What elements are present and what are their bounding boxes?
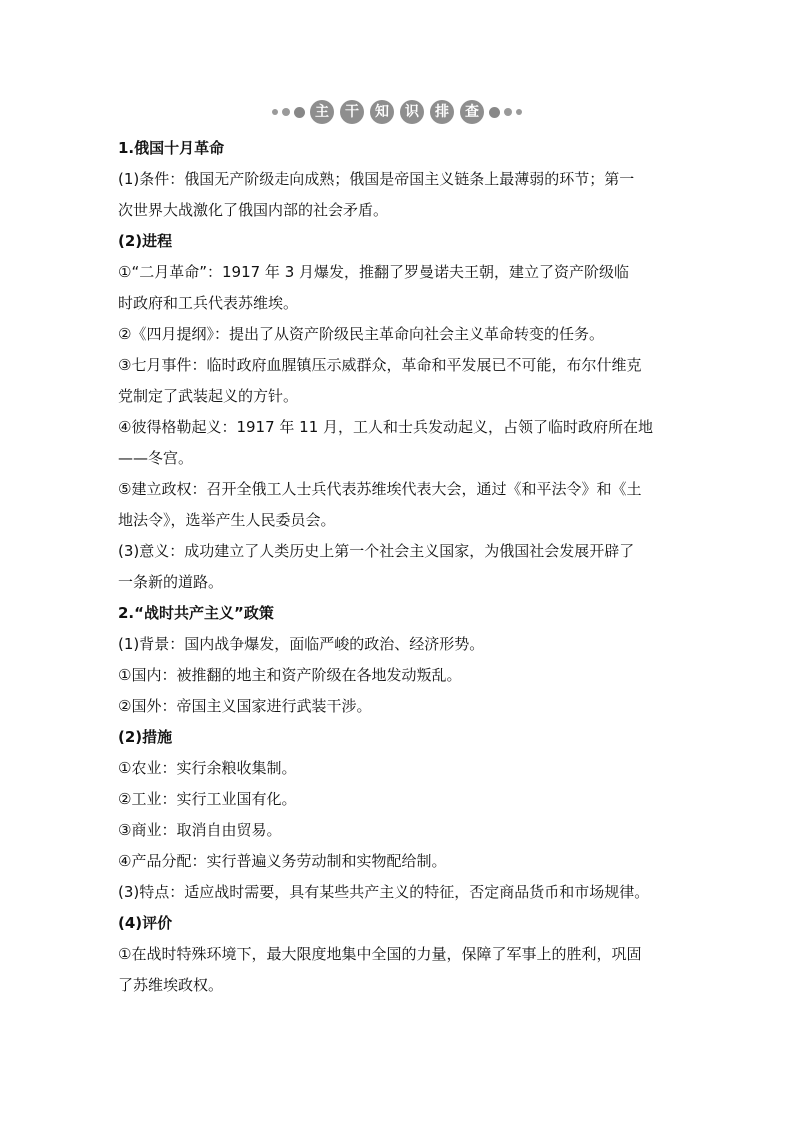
text-line: ④产品分配：实行普遍义务劳动制和实物配给制。 [118, 852, 447, 870]
banner-char: 主 [310, 100, 334, 124]
section-banner [0, 98, 794, 126]
text-line: ——冬宫。 [118, 449, 194, 467]
banner-char: 排 [430, 100, 454, 124]
text-line: 党制定了武装起义的方针。 [118, 387, 299, 405]
decor-dot [294, 107, 305, 118]
text-line: ③七月事件：临时政府血腥镇压示威群众，革命和平发展已不可能，布尔什维克 [118, 356, 642, 374]
text-line: ③商业：取消自由贸易。 [118, 821, 282, 839]
text-line: (1)背景：国内战争爆发，面临严峻的政治、经济形势。 [118, 635, 485, 653]
text-line: ①农业：实行余粮收集制。 [118, 759, 297, 777]
text-line: 一条新的道路。 [118, 573, 224, 591]
decor-dot [504, 108, 512, 116]
text-line: 次世界大战激化了俄国内部的社会矛盾。 [118, 201, 389, 219]
banner-char: 知 [370, 100, 394, 124]
section-heading: (2)进程 [118, 232, 173, 250]
text-line: ①在战时特殊环境下，最大限度地集中全国的力量，保障了军事上的胜利，巩固 [118, 945, 642, 963]
section-heading: (2)措施 [118, 728, 173, 746]
section-heading: (4)评价 [118, 914, 173, 932]
text-line: ②《四月提纲》：提出了从资产阶级民主革命向社会主义革命转变的任务。 [118, 325, 604, 343]
text-line: ②工业：实行工业国有化。 [118, 790, 297, 808]
text-line: 地法令》，选举产生人民委员会。 [118, 511, 336, 529]
decor-dot [516, 109, 522, 115]
text-line: (3)意义：成功建立了人类历史上第一个社会主义国家，为俄国社会发展开辟了 [118, 542, 635, 560]
section-heading: 1.俄国十月革命 [118, 139, 225, 157]
banner-char: 识 [400, 100, 424, 124]
banner-char: 干 [340, 100, 364, 124]
text-line: 时政府和工兵代表苏维埃。 [118, 294, 299, 312]
decor-dot [489, 107, 500, 118]
text-line: ④彼得格勒起义：1917 年 11 月，工人和士兵发动起义，占领了临时政府所在地 [118, 418, 654, 436]
text-line: ⑤建立政权：召开全俄工人士兵代表苏维埃代表大会，通过《和平法令》和《土 [118, 480, 642, 498]
text-line: (1)条件：俄国无产阶级走向成熟；俄国是帝国主义链条上最薄弱的环节；第一 [118, 170, 635, 188]
text-line: (3)特点：适应战时需要，具有某些共产主义的特征，否定商品货币和市场规律。 [118, 883, 650, 901]
banner-char: 查 [460, 100, 484, 124]
document-body [118, 133, 678, 1001]
text-line: ②国外：帝国主义国家进行武装干涉。 [118, 697, 372, 715]
decor-dot [282, 108, 290, 116]
text-line: ①“二月革命”：1917 年 3 月爆发，推翻了罗曼诺夫王朝，建立了资产阶级临 [118, 263, 630, 281]
decor-dot [272, 109, 278, 115]
text-line: 了苏维埃政权。 [118, 976, 224, 994]
text-line: ①国内：被推翻的地主和资产阶级在各地发动叛乱。 [118, 666, 462, 684]
section-heading: 2.“战时共产主义”政策 [118, 604, 274, 622]
